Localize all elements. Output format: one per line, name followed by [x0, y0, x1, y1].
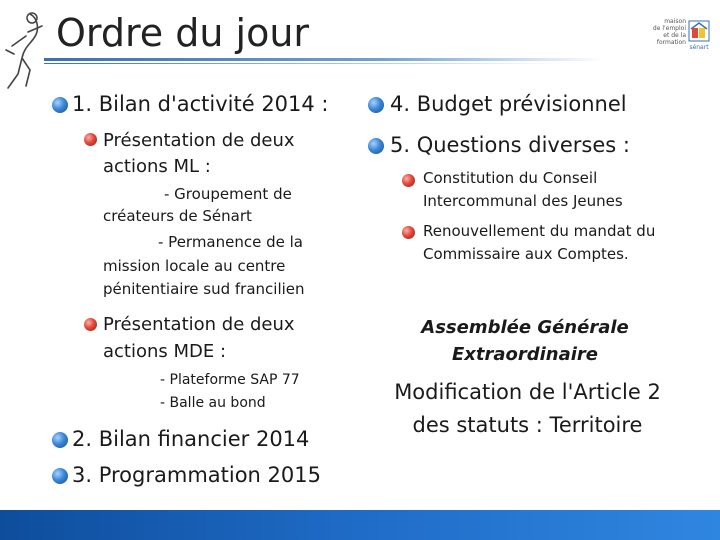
footer-bar	[0, 510, 720, 540]
item-5-questions: 5. Questions diverses :	[390, 133, 630, 157]
question-cij-line2: Intercommunal des Jeunes	[423, 192, 623, 210]
stick-figure-illustration	[0, 8, 52, 100]
title-underline-thin	[44, 63, 564, 64]
modification-line2: des statuts : Territoire	[412, 413, 643, 437]
sub-item-ml-line2: actions ML :	[103, 156, 211, 177]
title-underline	[44, 58, 604, 61]
sub-bullet-icon	[84, 318, 97, 331]
item-3-programmation: 3. Programmation 2015	[72, 463, 321, 487]
sub-bullet-icon	[402, 174, 415, 187]
logo-line: formation	[656, 39, 686, 46]
logo-text	[646, 18, 686, 46]
age-heading-line1: Assemblée Générale	[421, 317, 629, 338]
logo-sub: sénart	[689, 44, 709, 51]
sub-item-mde-line2: actions MDE :	[103, 341, 227, 362]
bullet-icon	[52, 97, 68, 113]
logo-line: et de la	[663, 32, 686, 39]
detail-line: - Plateforme SAP 77	[160, 372, 300, 388]
logo-line: maison	[664, 18, 686, 25]
age-heading-line2: Extraordinaire	[451, 344, 599, 365]
sub-bullet-icon	[84, 133, 97, 146]
detail-line: créateurs de Sénart	[103, 207, 252, 225]
item-1-bilan-activite: 1. Bilan d'activité 2014 :	[72, 92, 329, 116]
detail-line: - Groupement de	[164, 185, 292, 203]
question-cij-line1: Constitution du Conseil	[423, 169, 598, 187]
bullet-icon	[52, 432, 68, 448]
question-mandat-line1: Renouvellement du mandat du	[423, 222, 656, 240]
detail-line: - Permanence de la	[158, 233, 303, 251]
modification-line1: Modification de l'Article 2	[394, 380, 661, 404]
sub-item-mde-line1: Présentation de deux	[103, 314, 295, 335]
page-title: Ordre du jour	[56, 11, 310, 55]
question-mandat-line2: Commissaire aux Comptes.	[423, 245, 629, 263]
logo-house-icon	[688, 20, 710, 42]
sub-item-ml-line1: Présentation de deux	[103, 130, 295, 151]
maison-emploi-logo	[646, 14, 712, 64]
logo-line: de l'emploi	[652, 25, 686, 32]
bullet-icon	[368, 97, 384, 113]
bullet-icon	[368, 138, 384, 154]
detail-line: pénitentiaire sud francilien	[103, 280, 305, 298]
bullet-icon	[52, 468, 68, 484]
detail-line: mission locale au centre	[103, 257, 286, 275]
detail-line: - Balle au bond	[160, 395, 266, 411]
item-2-bilan-financier: 2. Bilan financier 2014	[72, 427, 310, 451]
sub-bullet-icon	[402, 226, 415, 239]
item-4-budget: 4. Budget prévisionnel	[390, 92, 627, 116]
